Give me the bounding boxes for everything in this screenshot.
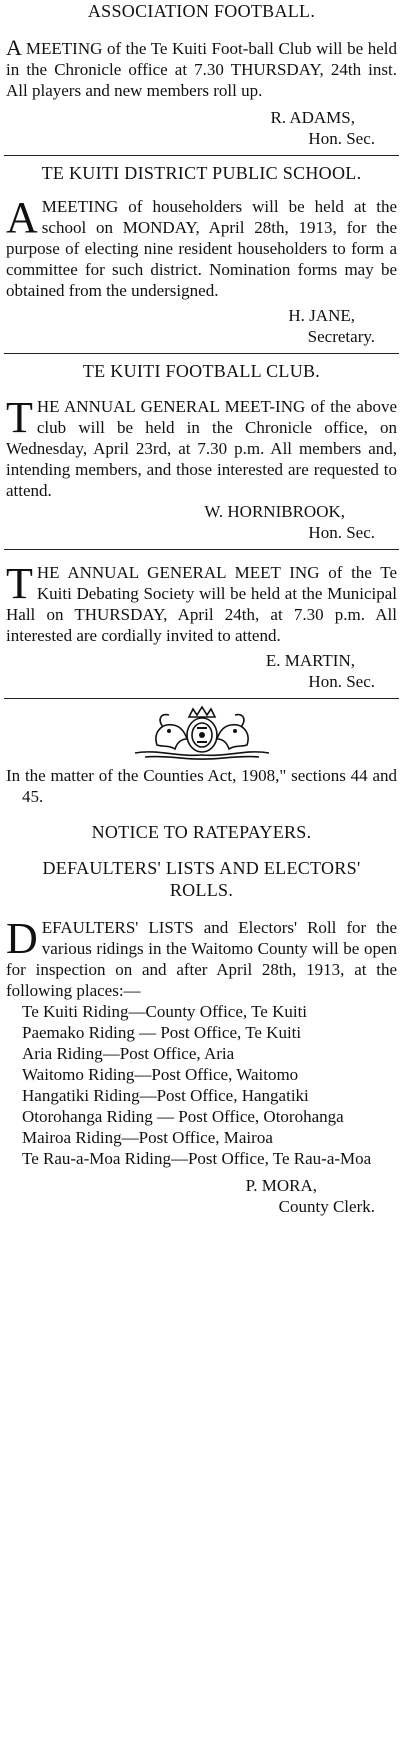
defaulters-text — [6, 914, 397, 1001]
notice-counties-act — [0, 765, 403, 1217]
heading-association-football: ASSOCIATION FOOTBALL. — [87, 1, 316, 21]
list-item: Hangatiki Riding—Post Office, Hangatiki — [22, 1086, 309, 1105]
signer-title: County Clerk. — [278, 1197, 375, 1216]
signer-name: W. HORNIBROOK, — [204, 502, 345, 521]
divider — [4, 698, 399, 699]
signer-name: H. JANE, — [288, 306, 355, 325]
signer-name: E. MARTIN, — [265, 651, 355, 670]
list-item: Otorohanga Riding — Post Office, Otorohanga — [22, 1107, 344, 1126]
notice-association-football — [0, 0, 403, 149]
defaulters-body: EFAULTERS' LISTS and Electors' Roll for the various ridings in the Waitomo County will be open for inspection on and after April 28th, 1913, at the following places:— — [6, 918, 397, 1000]
debating-society-body: HE ANNUAL GENERAL MEET ING of the Te Kuiti Debating Society will be held at the Municipal Hall on THURSDAY, April 24th, at 7.30 p.m. All interested are cordially invited to attend. — [6, 563, 397, 645]
association-football-text — [6, 35, 397, 101]
signer-name: P. MORA, — [245, 1176, 317, 1195]
association-football-body: MEETING of the Te Kuiti Foot-ball Club will be held in the Chronicle office at 7.30 THURSDAY, 24th inst. All players and new members roll up. — [6, 39, 397, 100]
list-item: Te Rau-a-Moa Riding—Post Office, Te Rau-a-Moa — [22, 1149, 372, 1168]
notice-public-school — [0, 162, 403, 347]
list-item: Aria Riding—Post Office, Aria — [22, 1044, 235, 1063]
public-school-text — [6, 193, 397, 301]
divider — [4, 549, 399, 550]
public-school-body: MEETING of householders will be held at the school on MONDAY, April 28th, 1913, for the purpose of electing nine resident householders to form a committee for such district. Nomination forms may be obtained from the undersigned. — [6, 197, 397, 300]
signer-title: Hon. Sec. — [308, 523, 375, 542]
heading-football-club: TE KUITI FOOTBALL CLUB. — [82, 361, 321, 381]
list-item: Paemako Riding — Post Office, Te Kuiti — [22, 1023, 302, 1042]
ridings-list — [6, 1001, 397, 1169]
notice-football-club — [0, 360, 403, 543]
drop-cap: T — [6, 393, 33, 442]
notice-debating-society — [0, 556, 403, 692]
football-club-text — [6, 393, 397, 501]
heading-public-school: TE KUITI DISTRICT PUBLIC SCHOOL. — [41, 163, 362, 183]
list-item: Waitomo Riding—Post Office, Waitomo — [22, 1065, 299, 1084]
drop-cap: A — [6, 193, 38, 242]
heading-defaulters-lists: DEFAULTERS' LISTS AND ELECTORS' ROLLS. — [42, 858, 361, 900]
drop-cap: T — [6, 559, 33, 608]
divider — [4, 353, 399, 354]
heading-notice-ratepayers: NOTICE TO RATEPAYERS. — [91, 822, 312, 842]
divider — [4, 155, 399, 156]
signer-title: Hon. Sec. — [308, 129, 375, 148]
signer-title: Hon. Sec. — [308, 672, 375, 691]
list-item: Mairoa Riding—Post Office, Mairoa — [22, 1128, 273, 1147]
debating-society-text — [6, 559, 397, 646]
drop-cap: A — [6, 35, 22, 60]
list-item: Te Kuiti Riding—County Office, Te Kuiti — [22, 1002, 308, 1021]
counties-matter: In the matter of the Counties Act, 1908," sections 44 and 45. — [6, 766, 397, 806]
signer-title: Secretary. — [307, 327, 375, 346]
drop-cap: D — [6, 914, 38, 963]
signer-name: R. ADAMS, — [270, 108, 355, 127]
coat-of-arms-icon — [127, 705, 277, 761]
football-club-body: HE ANNUAL GENERAL MEET-ING of the above club will be held in the Chronicle office, on Wednesday, April 23rd, at 7.30 p.m. All members and, intending members, and those interested are requested to attend. — [6, 397, 397, 500]
